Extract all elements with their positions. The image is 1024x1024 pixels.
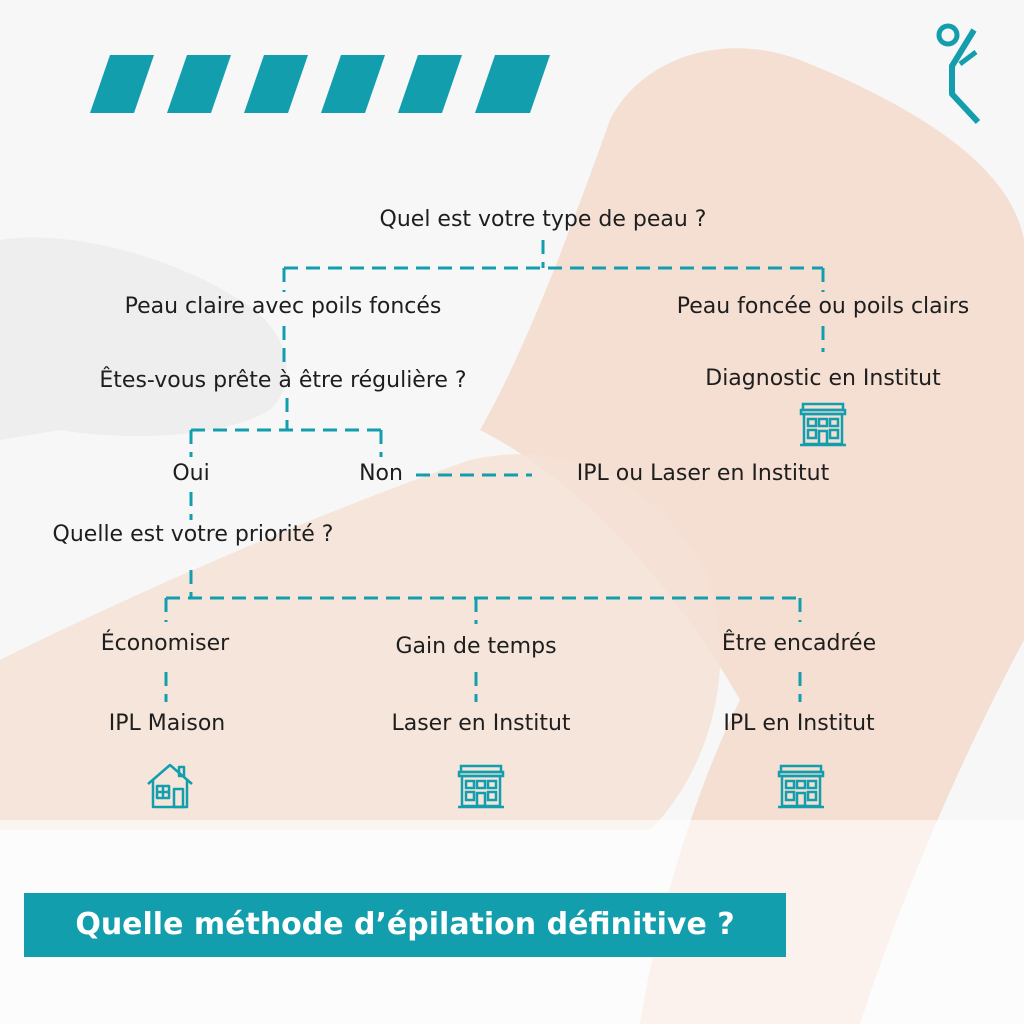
question-skin-type: Quel est votre type de peau ? (379, 207, 707, 232)
question-regular: Êtes-vous prête à être régulière ? (99, 368, 467, 393)
answer-yes: Oui (172, 461, 210, 486)
building-icon (776, 764, 826, 810)
building-icon (798, 402, 848, 448)
option-dark-skin: Peau foncée ou poils clairs (676, 294, 970, 319)
option-time: Gain de temps (395, 634, 557, 659)
result-ipl-home: IPL Maison (108, 711, 226, 736)
option-supervised: Être encadrée (721, 631, 877, 656)
result-ipl-laser: IPL ou Laser en Institut (576, 461, 830, 486)
question-priority: Quelle est votre priorité ? (52, 522, 334, 547)
house-icon (146, 762, 194, 810)
result-laser-institute: Laser en Institut (391, 711, 571, 736)
result-ipl-institute: IPL en Institut (723, 711, 875, 736)
building-icon (456, 764, 506, 810)
title-banner (24, 893, 786, 957)
page-title: Quelle méthode d’épilation définitive ? (75, 907, 735, 942)
option-save: Économiser (100, 631, 230, 656)
answer-no: Non (359, 461, 403, 486)
option-light-skin: Peau claire avec poils foncés (124, 294, 442, 319)
result-diagnostic: Diagnostic en Institut (705, 366, 941, 391)
